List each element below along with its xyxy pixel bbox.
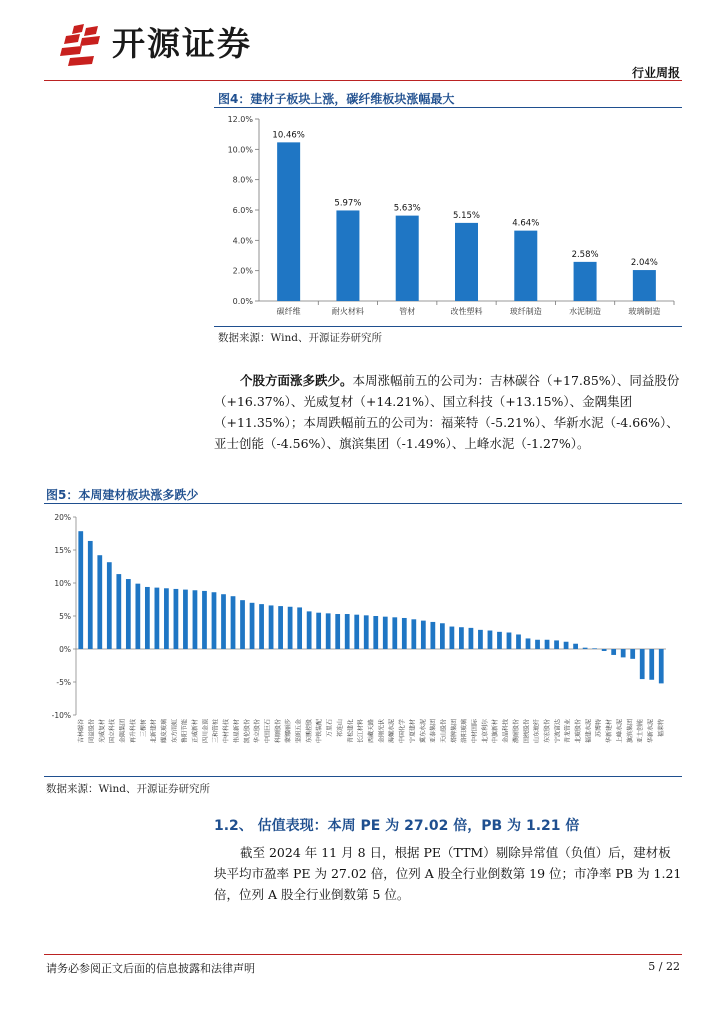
bar [488, 631, 493, 649]
x-tick-label: 祁连山 [336, 719, 344, 738]
paragraph-text: 本周涨幅前五的公司为：吉林碳谷（+17.85%）、同益股份（+16.37%）、光威复材（+14.21%）、国立科技（+13.15%）、金隅集团（+11.35%）；本周跌幅前五的公司为：福莱特（-5.21%）、华新水泥（-4.66%）、亚士创能（-4.56%）、旗滨集团（-1.49%）、上峰水泥（-1.27%）。 [214, 373, 680, 451]
bar [78, 531, 83, 649]
x-tick-label: 金晶科技 [502, 719, 510, 744]
x-tick-label: 凯伦股份 [243, 719, 251, 744]
x-tick-label: 吉林碳谷 [78, 719, 86, 744]
bar [155, 588, 160, 649]
x-tick-label: 光威复材 [98, 719, 106, 744]
y-tick-label: 10.0% [227, 145, 253, 155]
x-tick-label: 三棵树 [140, 719, 148, 738]
figure4-source: 数据来源：Wind、开源证券研究所 [218, 332, 382, 344]
bar [583, 648, 588, 649]
bar [164, 588, 169, 649]
bar [455, 223, 478, 301]
figure4-title: 图4：建材子板块上涨，碳纤维板块涨幅最大 [218, 92, 455, 106]
bar [354, 615, 359, 649]
x-tick-label: 濮耐股份 [512, 719, 520, 744]
x-tick-label: 正威新材 [192, 719, 200, 744]
bar [478, 630, 483, 649]
y-tick-label: -5% [56, 678, 71, 687]
data-label: 4.64% [512, 218, 540, 229]
bar [97, 555, 102, 649]
bar [88, 541, 93, 649]
bar [126, 579, 131, 649]
logo-icon [60, 22, 106, 66]
bar [640, 649, 645, 679]
figure5-source: 数据来源：Wind、开源证券研究所 [46, 783, 210, 795]
data-label: 5.63% [393, 203, 421, 214]
bar [396, 216, 419, 301]
bar [278, 606, 283, 649]
x-tick-label: 中旗新材 [492, 719, 500, 744]
x-tick-label: 耀皮玻璃 [160, 719, 168, 744]
data-label: 2.04% [630, 258, 658, 269]
company-name: 开源证券 [112, 24, 252, 63]
bar [592, 648, 597, 649]
x-tick-label: 管材 [399, 307, 416, 316]
bar [221, 594, 226, 649]
bar [277, 142, 300, 301]
bar [174, 589, 179, 649]
data-label: 5.97% [334, 198, 362, 209]
bar [459, 627, 464, 649]
stock-movement-paragraph [214, 370, 682, 454]
bar [421, 621, 426, 649]
x-tick-label: 四川金顶 [202, 719, 210, 744]
x-tick-label: 国统股份 [523, 719, 531, 744]
bar [335, 614, 340, 649]
data-label: 5.15% [452, 210, 481, 221]
bar [535, 640, 540, 649]
bar [364, 615, 369, 649]
x-tick-label: 福莱特 [657, 719, 665, 738]
x-tick-label: 山东玻纤 [533, 719, 541, 744]
bar [574, 262, 597, 301]
bar [145, 587, 150, 649]
x-tick-label: 冀东水泥 [419, 719, 427, 744]
bar [116, 574, 121, 649]
bar [107, 562, 112, 649]
bar [507, 633, 512, 650]
x-tick-label: 伟星新材 [233, 719, 241, 744]
figure5-bottom-rule [44, 776, 682, 777]
x-tick-label: 天山股份 [440, 719, 448, 744]
data-label: 10.46% [272, 130, 305, 141]
x-tick-label: 三和管桩 [212, 719, 220, 744]
x-tick-label: 玻纤制造 [509, 307, 542, 316]
figure4-top-rule [214, 107, 682, 108]
figure4-chart [214, 110, 682, 324]
y-tick-label: 15% [54, 546, 71, 555]
bar [602, 649, 607, 651]
x-tick-label: 耐火材料 [331, 307, 364, 316]
x-tick-label: 东鹏控股 [305, 719, 313, 744]
bar [497, 632, 502, 649]
x-tick-label: 青松建化 [347, 719, 355, 744]
bar [269, 605, 274, 649]
y-tick-label: 10% [54, 579, 71, 588]
y-tick-label: 0% [59, 645, 71, 654]
x-tick-label: 亚士创能 [637, 719, 645, 744]
bar [516, 634, 521, 649]
x-tick-label: 宁波富达 [554, 719, 562, 744]
x-tick-label: 碳纤维 [276, 307, 301, 316]
bar [297, 607, 302, 649]
x-tick-label: 塔牌集团 [450, 719, 458, 744]
y-tick-label: -10% [51, 711, 71, 720]
x-tick-label: 金刚光伏 [378, 719, 386, 744]
bar [659, 649, 664, 683]
x-tick-label: 北新建材 [150, 719, 158, 744]
x-tick-label: 华立股份 [254, 719, 262, 744]
x-tick-label: 华新水泥 [647, 719, 655, 744]
header-divider [44, 80, 682, 81]
bar [240, 600, 245, 649]
section-heading: 1.2、 估值表现：本周 PE 为 27.02 倍，PB 为 1.21 倍 [214, 818, 580, 834]
bar [193, 590, 198, 649]
bar [402, 618, 407, 649]
valuation-text: 截至 2024 年 11 月 8 日，根据 PE（TTM）剔除异常值（负值）后，建材板块平均市盈率 PE 为 27.02 倍，位列 A 股全行业倒数第 19 位；市净率 PB 为 1.21 倍，位列 A 股全行业倒数第 5 位。 [214, 845, 682, 902]
page-number: 5 / 22 [648, 960, 680, 973]
x-tick-label: 海螺水泥 [388, 719, 396, 744]
bar [202, 591, 207, 649]
bar [621, 649, 626, 657]
bar [564, 642, 569, 649]
y-tick-label: 8.0% [232, 175, 253, 185]
bar [183, 590, 188, 649]
bar [611, 649, 616, 655]
bar [545, 640, 550, 649]
x-tick-label: 再升科技 [129, 719, 137, 744]
bar [307, 611, 312, 649]
x-tick-label: 亚泰集团 [430, 719, 438, 744]
x-tick-label: 长江材料 [357, 719, 365, 744]
x-tick-label: 旗滨集团 [626, 719, 634, 744]
bar [250, 603, 255, 649]
x-tick-label: 北玻股份 [575, 719, 583, 744]
y-tick-label: 2.0% [232, 266, 253, 276]
x-tick-label: 改性塑料 [450, 307, 483, 316]
x-tick-label: 青龙管业 [564, 719, 572, 744]
x-tick-label: 中铁装配 [316, 719, 324, 744]
x-tick-label: 上峰水泥 [616, 719, 624, 744]
x-tick-label: 蒙娜丽莎 [285, 719, 293, 744]
y-tick-label: 6.0% [232, 206, 253, 215]
bar [411, 619, 416, 649]
x-tick-label: 华新建材 [606, 719, 614, 744]
x-tick-label: 宁夏建材 [409, 719, 417, 744]
bar [450, 627, 455, 649]
bar [630, 649, 635, 659]
bar [383, 617, 388, 649]
x-tick-label: 坚朗五金 [295, 719, 303, 744]
x-tick-label: 同益股份 [88, 719, 96, 744]
bar [345, 614, 350, 649]
bar [231, 596, 236, 649]
bar [573, 644, 578, 649]
x-tick-label: 水泥制造 [569, 307, 602, 316]
figure4-bottom-rule [214, 326, 682, 327]
y-tick-label: 20% [54, 513, 71, 522]
bar [392, 617, 397, 649]
bar [212, 592, 217, 649]
valuation-paragraph [214, 842, 682, 905]
x-tick-label: 中国化学 [399, 719, 407, 744]
bar [514, 231, 537, 301]
x-tick-label: 中国巨石 [264, 719, 272, 744]
figure5-chart [44, 506, 682, 774]
x-tick-label: 北京利尔 [481, 719, 489, 744]
x-tick-label: 东宏股份 [543, 719, 551, 744]
x-tick-label: 万里石 [326, 719, 334, 738]
bar [259, 604, 264, 649]
x-tick-label: 金隅集团 [119, 719, 127, 744]
y-tick-label: 12.0% [227, 115, 253, 124]
bar [336, 210, 359, 301]
bar [288, 607, 293, 649]
bar [554, 640, 559, 649]
paragraph-lead: 个股方面涨多跌少。 [240, 373, 353, 388]
y-tick-label: 4.0% [232, 236, 253, 246]
bar [633, 270, 656, 301]
bar [430, 622, 435, 649]
x-tick-label: 国立科技 [109, 719, 117, 744]
x-tick-label: 中材国际 [471, 719, 479, 744]
x-tick-label: 科顺股份 [274, 719, 282, 744]
bar [135, 584, 140, 649]
bar [326, 613, 331, 649]
x-tick-label: 玻璃制造 [628, 307, 661, 316]
bar [440, 623, 445, 649]
bar [526, 638, 531, 649]
y-tick-label: 0.0% [232, 297, 253, 306]
x-tick-label: 中材科技 [223, 719, 231, 744]
bar [373, 616, 378, 649]
x-tick-label: 洛阳玻璃 [461, 719, 469, 744]
x-tick-label: 鲁阳节能 [181, 719, 189, 744]
bar [316, 613, 321, 649]
x-tick-label: 福建水泥 [585, 719, 593, 744]
footer-divider [44, 954, 682, 955]
x-tick-label: 苏博特 [595, 719, 603, 738]
figure5-title: 图5：本周建材板块涨多跌少 [46, 488, 199, 502]
bar [469, 628, 474, 649]
y-tick-label: 5% [59, 612, 71, 621]
footer-disclaimer: 请务必参阅正文后面的信息披露和法律声明 [46, 962, 255, 975]
x-tick-label: 西藏天路 [368, 719, 375, 744]
x-tick-label: 东方雨虹 [171, 719, 179, 744]
bar [649, 649, 654, 680]
report-type: 行业周报 [631, 66, 680, 80]
figure5-top-rule [44, 503, 682, 504]
data-label: 2.58% [571, 249, 599, 260]
